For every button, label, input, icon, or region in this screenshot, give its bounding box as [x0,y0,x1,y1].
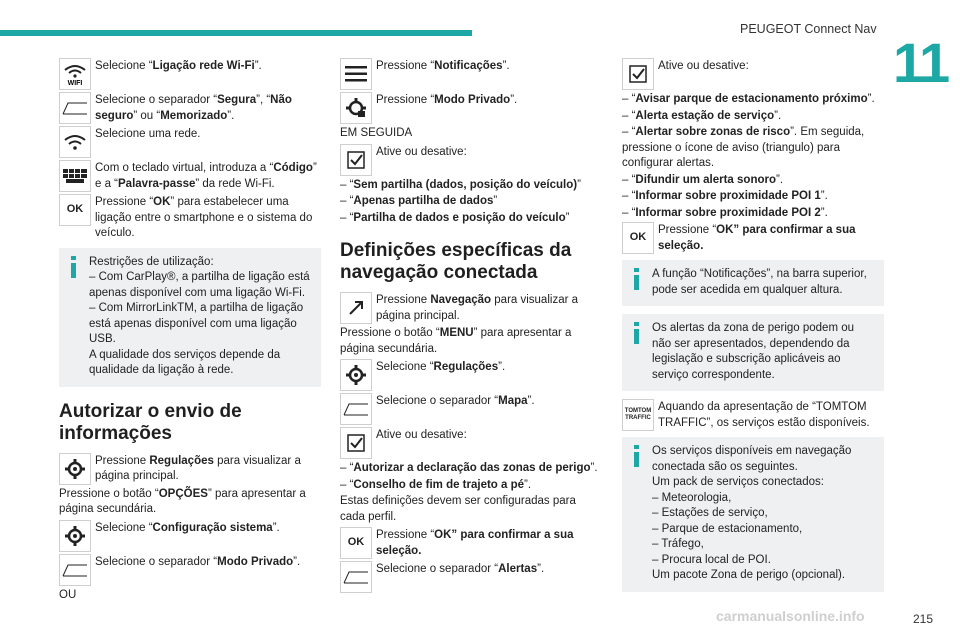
option-item: – “Partilha de dados e posição do veículo” [340,211,570,224]
option-item: – “Sem partilha (dados, posição do veículo)” [340,178,581,191]
info-icon [630,445,644,467]
header-accent-bar [0,30,472,36]
info-box-restrictions: Restrições de utilização: – Com CarPlay®, a partilha de ligação está apenas disponível com uma ligação Wi-Fi. – Com MirrorLinkTM, a partilha de ligação está apenas disponível com uma ligação USB. A qualidade dos serviços depende da qualidade da ligação à rede. [59,248,321,387]
paragraph-profile: Estas definições devem ser configuradas para cada perfil. [340,495,576,523]
column-1 [59,58,321,605]
info-icon [630,268,644,290]
step-mapa-tab: Selecione o separador “Mapa”. [340,393,602,425]
step-select-network: Selecione uma rede. [59,126,321,158]
step-separator: Selecione o separador “Segura”, “Não seguro” ou “Memorizado”. [59,92,321,124]
option-item: – “Avisar parque de estacionamento próximo”. [622,93,875,105]
gear-icon [59,520,91,552]
checkbox-icon [340,427,372,459]
info-box-notifications: A função “Notificações”, na barra superior, pode ser acedida em qualquer altura. [622,260,884,306]
step-keyboard: Com o teclado virtual, introduza a “Código” e a “Palavra-passe” da rede Wi-Fi. [59,160,321,192]
step-private-mode: Pressione “Modo Privado”. [340,92,602,124]
step-system-config: Selecione “Configuração sistema”. [59,520,321,552]
column-3 [622,58,884,600]
info-box-services: Os serviços disponíveis em navegação conectada são os seguintes. Um pack de serviços conectados: – Meteorologia, – Estações de serviço, – Parque de estacionamento, – Tráfego, – Procura local de POI. Um pacote Zona de perigo (opcional). [622,437,884,592]
chapter-number: 11 [893,31,949,94]
paragraph-em-seguida: EM SEGUIDA [340,127,413,139]
step-tomtom: TOMTOM TRAFFIC Aquando da apresentação de “TOMTOM TRAFFIC”, os serviços estão disponíveis. [622,399,884,431]
checkbox-icon [340,144,372,176]
watermark: carmanualsonline.info [716,608,865,624]
paragraph-options: Pressione o botão “OPÇÕES” para apresentar a página secundária. [59,487,306,515]
paragraph-ou: OU [59,588,77,601]
gear-icon [340,359,372,391]
step-ok: OK Pressione “OK” para estabelecer uma ligação entre o smartphone e o sistema do veículo. [59,194,321,242]
gear-shield-icon [340,92,372,124]
step-ok-3: OK Pressione “OK” para confirmar a sua seleção. [622,222,884,254]
step-navigation: Pressione Navegação para visualizar a página principal. [340,292,602,324]
tab-icon [59,554,91,586]
step-toggle-3: Ative ou desative: [622,58,884,90]
gear-icon [59,453,91,485]
step-alertas-tab: Selecione o separador “Alertas”. [340,561,602,593]
tab-icon [59,92,91,124]
option-item: – “Informar sobre proximidade POI 1”. [622,190,828,202]
step-private-mode-tab: Selecione o separador “Modo Privado”. [59,554,321,586]
step-regulacoes: Selecione “Regulações”. [340,359,602,391]
tab-icon [340,561,372,593]
info-icon [630,322,644,344]
option-item: – “Difundir um alerta sonoro”. [622,173,784,186]
ok-icon: OK [340,527,372,559]
step-toggle-2: Ative ou desative: [340,427,602,459]
option-item: – “Conselho de fim de trajeto a pé”. [340,478,532,491]
checkbox-icon [622,58,654,90]
wifi-signal-icon [59,126,91,158]
tomtom-traffic-logo: TOMTOM TRAFFIC [622,399,654,431]
wifi-icon [59,58,91,90]
navigation-icon [340,292,372,324]
page-header-title: PEUGEOT Connect Nav [740,22,877,36]
option-item: – “Apenas partilha de dados” [340,195,498,207]
ok-icon: OK [622,222,654,254]
menu-icon [340,58,372,90]
svg-text:WIFI: WIFI [67,80,83,87]
step-toggle: Ative ou desative: [340,144,602,176]
option-item: – “Alerta estação de serviço”. [622,109,782,122]
tab-icon [340,393,372,425]
paragraph-menu: Pressione o botão “MENU” para apresentar a página secundária. [340,327,572,355]
info-icon [67,256,81,278]
info-box-danger-zones: Os alertas da zona de perigo podem ou não ser apresentados, dependendo da legislação e subscrição aplicáveis ao serviço correspondente. [622,314,884,391]
keyboard-icon [59,160,91,192]
step-notifications: Pressione “Notificações”. [340,58,602,90]
step-wifi: WIFI Selecione “Ligação rede Wi-Fi”. [59,58,321,90]
ok-icon: OK [59,194,91,226]
step-ok-2: OK Pressione “OK” para confirmar a sua seleção. [340,527,602,559]
option-item: – “Informar sobre proximidade POI 2”. [622,206,828,219]
section-heading-connected-nav: Definições específicas da navegação conectada [340,240,572,283]
option-item: – “Autorizar a declaração das zonas de perigo”. [340,462,598,474]
section-heading-send-info: Autorizar o envio de informações [59,400,242,444]
step-settings: Pressione Regulações para visualizar a página principal. [59,453,321,485]
option-item: – “Alertar sobre zonas de risco”. Em seguida, pressione o ícone de aviso (triangulo) para configurar alertas. [622,126,865,169]
page-number: 215 [913,612,934,626]
column-2 [340,58,602,595]
